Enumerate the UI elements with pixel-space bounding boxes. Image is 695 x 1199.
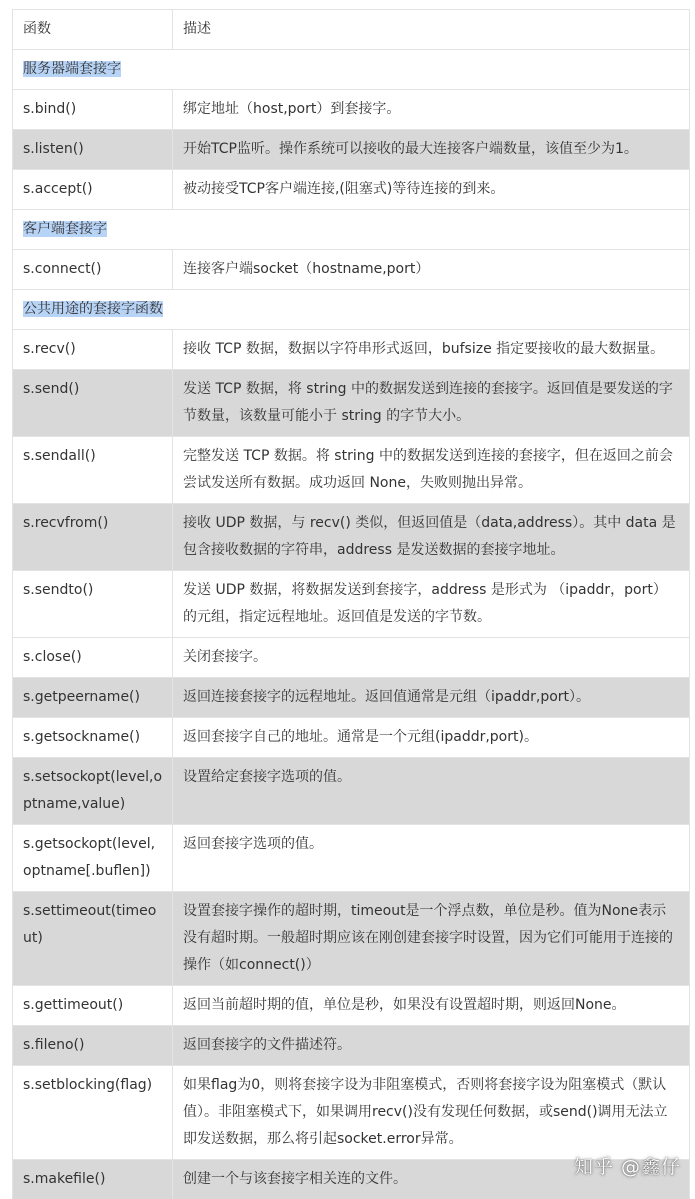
zhihu-watermark: 知乎 @鑫仔 (573, 1156, 681, 1178)
function-name: s.getpeername() (13, 678, 173, 718)
section-cell (13, 210, 690, 250)
section-row (13, 50, 690, 90)
function-description: 接收 TCP 数据，数据以字符串形式返回，bufsize 指定要接收的最大数据量。 (173, 330, 690, 370)
function-description: 创建一个与该套接字相关连的文件。 (173, 1160, 690, 1199)
function-description: 发送 TCP 数据，将 string 中的数据发送到连接的套接字。返回值是要发送的字节数量，该数量可能小于 string 的字节大小。 (173, 370, 690, 437)
function-description: 接收 UDP 数据，与 recv() 类似，但返回值是（data,address）。其中 data 是包含接收数据的字符串，address 是发送数据的套接字地址。 (173, 504, 690, 571)
function-name: s.sendto() (13, 571, 173, 638)
function-description: 绑定地址（host,port）到套接字。 (173, 90, 690, 130)
section-cell (13, 50, 690, 90)
table-row (13, 825, 690, 892)
function-description: 设置套接字操作的超时期，timeout是一个浮点数，单位是秒。值为None表示没有超时期。一般超时期应该在刚创建套接字时设置，因为它们可能用于连接的操作（如connect()） (173, 892, 690, 986)
table-row (13, 437, 690, 504)
function-description: 返回当前超时期的值，单位是秒，如果没有设置超时期，则返回None。 (173, 986, 690, 1026)
function-description: 设置给定套接字选项的值。 (173, 758, 690, 825)
function-name: s.bind() (13, 90, 173, 130)
function-description: 开始TCP监听。操作系统可以接收的最大连接客户端数量，该值至少为1。 (173, 130, 690, 170)
section-title: 公共用途的套接字函数 (23, 301, 163, 317)
function-name: s.send() (13, 370, 173, 437)
table-row (13, 678, 690, 718)
table-row (13, 638, 690, 678)
table-row (13, 571, 690, 638)
function-description: 关闭套接字。 (173, 638, 690, 678)
function-description: 返回连接套接字的远程地址。返回值通常是元组（ipaddr,port）。 (173, 678, 690, 718)
section-title: 服务器端套接字 (23, 61, 121, 77)
socket-functions-table (12, 9, 690, 1199)
function-description: 返回套接字自己的地址。通常是一个元组(ipaddr,port)。 (173, 718, 690, 758)
table-header-row (13, 10, 690, 50)
function-name: s.setsockopt(level,optname,value) (13, 758, 173, 825)
function-name: s.recvfrom() (13, 504, 173, 571)
section-title: 客户端套接字 (23, 221, 107, 237)
function-description: 返回套接字选项的值。 (173, 825, 690, 892)
function-name: s.getsockopt(level,optname[.buflen]) (13, 825, 173, 892)
function-name: s.close() (13, 638, 173, 678)
function-description: 返回套接字的文件描述符。 (173, 1026, 690, 1066)
function-name: s.settimeout(timeout) (13, 892, 173, 986)
function-description: 连接客户端socket（hostname,port） (173, 250, 690, 290)
table-row (13, 718, 690, 758)
table-row (13, 170, 690, 210)
function-description: 被动接受TCP客户端连接,(阻塞式)等待连接的到来。 (173, 170, 690, 210)
function-description: 发送 UDP 数据，将数据发送到套接字，address 是形式为 （ipaddr，port）的元组，指定远程地址。返回值是发送的字节数。 (173, 571, 690, 638)
function-name: s.recv() (13, 330, 173, 370)
function-name: s.gettimeout() (13, 986, 173, 1026)
section-row (13, 290, 690, 330)
table-row (13, 986, 690, 1026)
function-name: s.sendall() (13, 437, 173, 504)
table-row (13, 90, 690, 130)
function-name: s.listen() (13, 130, 173, 170)
table-row (13, 1026, 690, 1066)
header-description: 描述 (173, 10, 690, 50)
table-row (13, 330, 690, 370)
table-row (13, 1066, 690, 1160)
function-name: s.fileno() (13, 1026, 173, 1066)
section-row (13, 210, 690, 250)
function-name: s.setblocking(flag) (13, 1066, 173, 1160)
table-row (13, 758, 690, 825)
table-row (13, 504, 690, 571)
function-name: s.connect() (13, 250, 173, 290)
table-row (13, 250, 690, 290)
function-description: 如果flag为0，则将套接字设为非阻塞模式，否则将套接字设为阻塞模式（默认值）。非阻塞模式下，如果调用recv()没有发现任何数据，或send()调用无法立即发送数据，那么将引起socket.error异常。 (173, 1066, 690, 1160)
table-row (13, 130, 690, 170)
header-function: 函数 (13, 10, 173, 50)
table-row (13, 370, 690, 437)
section-cell (13, 290, 690, 330)
function-description: 完整发送 TCP 数据。将 string 中的数据发送到连接的套接字，但在返回之前会尝试发送所有数据。成功返回 None，失败则抛出异常。 (173, 437, 690, 504)
function-name: s.accept() (13, 170, 173, 210)
table-body (13, 10, 690, 1199)
function-name: s.getsockname() (13, 718, 173, 758)
table-row (13, 892, 690, 986)
function-name: s.makefile() (13, 1160, 173, 1199)
